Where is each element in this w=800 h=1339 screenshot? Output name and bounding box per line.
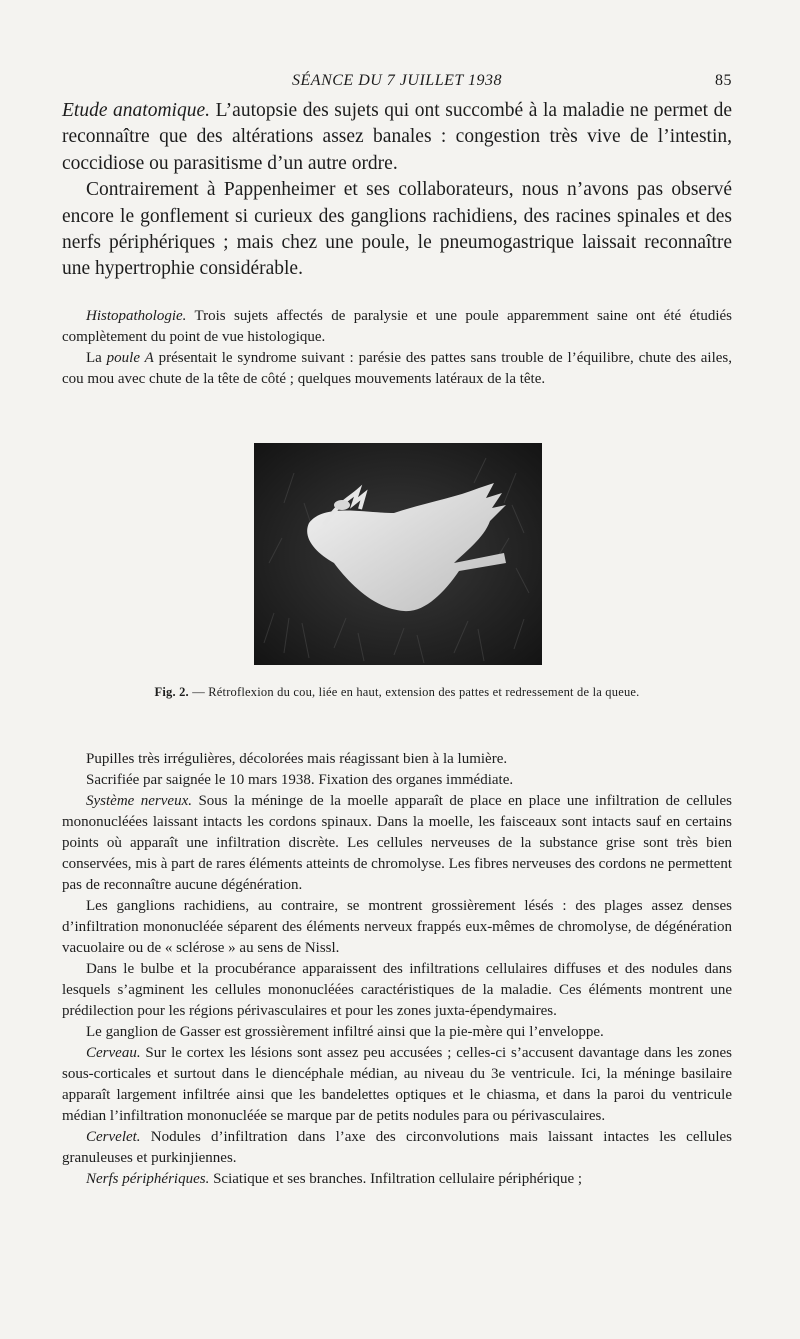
peripheral-nerves-label: Nerfs périphériques. bbox=[86, 1171, 210, 1187]
hen-head bbox=[334, 500, 350, 510]
histology-text: Trois sujets affectés de paralysie et une poule apparemment saine ont été étudiés complètement du point de vue histologique. bbox=[62, 308, 732, 345]
running-head bbox=[62, 72, 732, 92]
intro-paragraph-1 bbox=[62, 98, 732, 177]
hen-a-label: poule A bbox=[106, 350, 154, 366]
brain-label: Cerveau. bbox=[86, 1045, 141, 1061]
histology-paragraph bbox=[62, 306, 732, 348]
gasser-paragraph: Le ganglion de Gasser est grossièrement infiltré ainsi que la pie-mère qui l’enveloppe. bbox=[86, 1024, 604, 1040]
ganglia-paragraph: Les ganglions rachidiens, au contraire, se montrent grossièrement lésés : des plages assez denses d’infiltration mononucléée séparent des éléments nerveux frappés eux-mêmes de chromolyse, de dégénération vacuolaire ou de « sclérose » au sens de Nissl. bbox=[62, 898, 732, 956]
cerebellum-text: Nodules d’infiltration dans l’axe des circonvolutions mais laissant intactes les cellules granuleuses et purkinjiennes. bbox=[62, 1129, 732, 1166]
intro-paragraph-2: Contrairement à Pappenheimer et ses collaborateurs, nous n’avons pas observé encore le gonflement si curieux des ganglions rachidiens, des racines spinales et des nerfs périphériques ; mais chez une poule, le pneumogastrique laissait reconnaître une hypertrophie considérable. bbox=[62, 179, 732, 280]
anatomy-text: L’autopsie des sujets qui ont succombé à la maladie ne permet de reconnaître que des altérations assez banales : congestion très vive de l’intestin, coccidiose ou parasitisme d’un autre ordre. bbox=[62, 100, 732, 174]
sacrifice-paragraph: Sacrifiée par saignée le 10 mars 1938. Fixation des organes immédiate. bbox=[86, 772, 514, 788]
pupils-paragraph: Pupilles très irrégulières, décolorées mais réagissant bien à la lumière. bbox=[86, 751, 508, 767]
hen-photo-svg bbox=[254, 443, 542, 665]
figure-label: Fig. 2. bbox=[154, 685, 189, 699]
running-title: SÉANCE DU 7 JUILLET 1938 bbox=[292, 72, 502, 89]
peripheral-nerves-text: Sciatique et ses branches. Infiltration cellulaire périphérique ; bbox=[209, 1171, 583, 1187]
bulb-paragraph: Dans le bulbe et la procubérance apparaissent des infiltrations cellulaires diffuses et des nodules dans lesquels s’agminent les cellules mononucléées caractéristiques de la maladie. Ces éléments montrent une prédilection pour les régions périvasculaires et pour les zones juxta-épendymaires. bbox=[62, 961, 732, 1019]
brain-text: Sur le cortex les lésions sont assez peu accusées ; celles-ci s’accusent davantage dans les zones sous-corticales et surtout dans le diencéphale médian, au niveau du 3e ventricule. Ici, la méninge basilaire apparaît largement infiltrée ainsi que les bandelettes optiques et le chiasma, et dans la paroi du ventricule médian l’infiltration mononucléée se marque par de petits nodules para ou périvasculaires. bbox=[62, 1045, 732, 1124]
cerebellum-label: Cervelet. bbox=[86, 1129, 141, 1145]
nervous-system-label: Système nerveux. bbox=[86, 793, 192, 809]
hen-a-paragraph bbox=[62, 348, 732, 390]
nervous-system-text: Sous la méninge de la moelle apparaît de place en place une infiltration de cellules mononucléées laissant intacts les cordons spinaux. Dans la moelle, les faisceaux sont intacts sauf en certains points où apparaît une infiltration discrète. Les cellules nerveuses de la substance grise sont très bien conservées, mis à part de rares éléments atteints de chromolyse. Les fibres nerveuses des cordons ne permettent pas de reconnaître aucune dégénération. bbox=[62, 793, 733, 893]
histology-label: Histopathologie. bbox=[86, 308, 187, 324]
hen-a-text: présentait le syndrome suivant : parésie des pattes sans trouble de l’équilibre, chute des ailes, cou mou avec chute de la tête de côté ; quelques mouvements latéraux de la tête. bbox=[62, 350, 732, 387]
peripheral-nerves-paragraph bbox=[62, 1169, 732, 1190]
nervous-system-paragraph bbox=[62, 791, 732, 896]
page-number: 85 bbox=[715, 72, 732, 89]
histology-section bbox=[62, 306, 732, 390]
figure-caption bbox=[62, 685, 732, 700]
anatomy-label: Etude anatomique. bbox=[62, 100, 210, 121]
brain-paragraph bbox=[62, 1043, 732, 1127]
hen-a-prefix: La bbox=[86, 350, 107, 366]
hen-photograph bbox=[254, 443, 542, 665]
observations-section bbox=[62, 749, 732, 1190]
cerebellum-paragraph bbox=[62, 1127, 732, 1169]
intro-section bbox=[62, 98, 732, 283]
figure-caption-text: — Rétroflexion du cou, liée en haut, extension des pattes et redressement de la queue. bbox=[188, 685, 640, 699]
